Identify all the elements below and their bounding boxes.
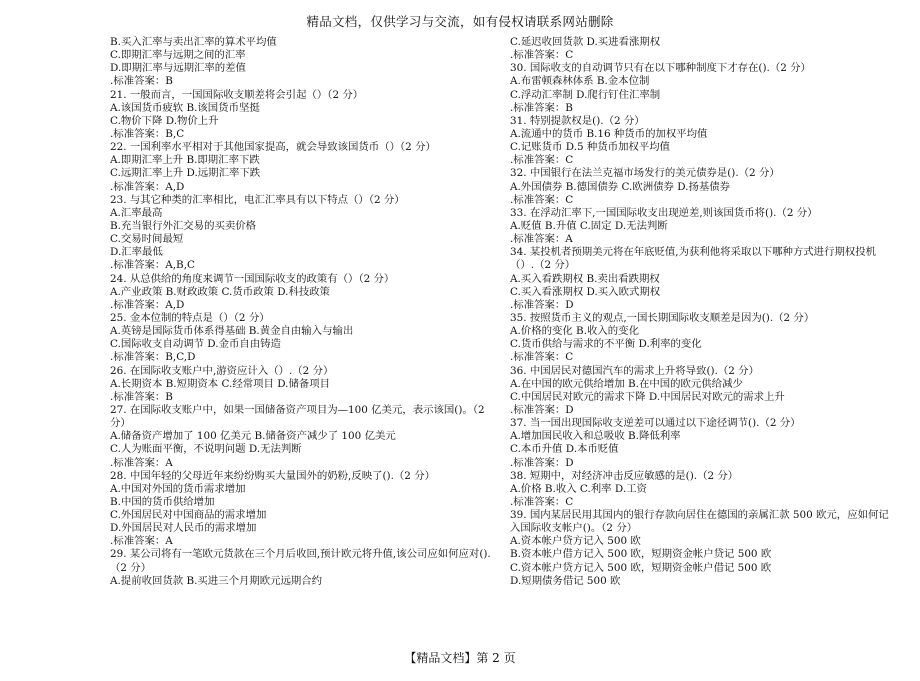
right-line: 36. 中国居民对德国汽车的需求上升将导致().（2 分）	[510, 364, 759, 377]
left-line: C.人为账面平衡，不说明问题 D.无法判断	[110, 443, 302, 456]
right-line: A.资本帐户贷方记入 500 欧	[510, 535, 641, 548]
right-line: .标准答案：B	[510, 101, 573, 114]
right-line: C.资本帐户贷方记入 500 欧，短期资金帐户借记 500 欧	[510, 561, 772, 574]
left-line: A.储备资产增加了 100 亿美元 B.储备资产减少了 100 亿美元	[110, 430, 396, 443]
left-line: B.买入汇率与卖出汇率的算术平均值	[110, 36, 277, 48]
right-line: 33. 在浮动汇率下,一国国际收支出现逆差,则该国货币将().（2 分）	[510, 206, 818, 219]
right-line: A.流通中的货币 B.16 种货币的加权平均值	[510, 127, 708, 140]
right-line: A.增加国民收入和总吸收 B.降低利率	[510, 430, 681, 443]
left-line: C.远期汇率上升 D.远期汇率下跌	[110, 167, 261, 180]
left-line: .标准答案：A,D	[110, 298, 185, 311]
left-line: .标准答案：B,C	[110, 127, 185, 140]
right-line: 34. 某投机者预期美元将在年底贬值,为获利他将采取以下哪种方式进行期权投机	[510, 246, 877, 259]
right-line: A.价格的变化 B.收入的变化	[510, 325, 639, 338]
right-line: .标准答案：D	[510, 403, 574, 416]
right-line: C.延迟收回货款 D.买进看涨期权	[510, 36, 661, 48]
left-line: 27. 在国际收支账户中，如果一国储备资产项目为—100 亿美元，表示该国()。（2	[110, 403, 485, 416]
left-line: D.外国居民对人民币的需求增加	[110, 522, 257, 535]
right-line: .标准答案：D	[510, 298, 574, 311]
right-line: 入国际收支帐户()。（2 分）	[510, 522, 638, 535]
right-line: C.货币供给与需求的不平衡 D.利率的变化	[510, 338, 702, 351]
right-line: .标准答案：C	[510, 193, 574, 206]
right-line: .标准答案：C	[510, 495, 574, 508]
right-line: .标准答案：A	[510, 233, 573, 246]
right-line: A.在中国的欧元供给增加 B.在中国的欧元供给减少	[510, 377, 743, 390]
left-line: A.英镑是国际货币体系得基础 B.黄金自由输入与输出	[110, 325, 354, 338]
right-line: A.贬值 B.升值 C.固定 D.无法判断	[510, 219, 668, 232]
left-line: 29. 某公司将有一笔欧元货款在三个月后收回,预计欧元将升值,该公司应如何应对().	[110, 548, 491, 561]
right-line: 31. 特别提款权是().（2 分）	[510, 114, 645, 127]
left-line: C.即期汇率与远期之间的汇率	[110, 49, 246, 62]
right-line: A.外国债券 B.德国债券 C.欧洲债券 D.扬基债券	[510, 180, 731, 193]
right-line: C.浮动汇率制 D.爬行钉住汇率制	[510, 88, 661, 101]
left-line: 22. 一国利率水平相对于其他国家提高，就会导致该国货币（）（2 分）	[110, 141, 436, 154]
left-line: A.该国货币疲软 B.该国货币坚挺	[110, 101, 260, 114]
left-line: C.物价下降 D.物价上升	[110, 114, 219, 127]
left-line: .标准答案：A	[110, 535, 173, 548]
left-line: A.长期资本 B.短期资本 C.经常项目 D.储备项目	[110, 377, 331, 390]
right-line: .标准答案：D	[510, 456, 574, 469]
left-line: .标准答案：B	[110, 390, 173, 403]
left-line: 21. 一般而言，一国国际收支顺差将会引起（）（2 分）	[110, 88, 364, 101]
right-line: C.中国居民对欧元的需求下降 D.中国居民对欧元的需求上升	[510, 390, 785, 403]
left-line: A.中国对外国的货币需求增加	[110, 482, 246, 495]
right-line: B.资本帐户借方记入 500 欧，短期资金帐户贷记 500 欧	[510, 548, 772, 561]
right-line: .标准答案：C	[510, 351, 574, 364]
left-line: 24. 从总供给的角度来调节一国国际收支的政策有（）（2 分）	[110, 272, 395, 285]
left-line: A.即期汇率上升 B.即期汇率下跌	[110, 154, 260, 167]
right-line: C.记账货币 D.5 种货币加权平均值	[510, 141, 671, 154]
left-line: A.提前收回货款 B.买进三个月期欧元远期合约	[110, 574, 323, 587]
left-column	[110, 36, 505, 588]
right-line: .标准答案：C	[510, 154, 574, 167]
left-line: C.国际收支自动调节 D.金币自由铸造	[110, 338, 281, 351]
right-line: A.买入看跌期权 B.卖出看跌期权	[510, 272, 660, 285]
left-line: .标准答案：B,C,D	[110, 351, 196, 364]
right-line: 37. 当一国出现国际收支逆差可以通过以下途径调节().（2 分）	[510, 417, 801, 430]
page-header: 精品文档，仅供学习与交流，如有侵权请联系网站删除	[306, 14, 614, 29]
left-line: C.交易时间最短	[110, 233, 184, 246]
right-line: .标准答案：C	[510, 49, 574, 62]
right-line: （）.（2 分）	[510, 259, 576, 272]
left-line: A.产业政策 B.财政政策 C.货币政策 D.科技政策	[110, 285, 331, 298]
left-line: 分）	[110, 417, 131, 430]
right-line: D.短期债务借记 500 欧	[510, 574, 621, 587]
left-line: 26. 在国际收支账户中,游资应计入（）.（2 分）	[110, 364, 334, 377]
right-column	[510, 36, 905, 588]
page-footer: 【精品文档】第 2 页	[404, 651, 516, 665]
right-line: C.本币升值 D.本币贬值	[510, 443, 619, 456]
left-line: B.中国的货币供给增加	[110, 495, 215, 508]
right-line: 38. 短期中，对经济冲击反应敏感的是().（2 分）	[510, 469, 739, 482]
left-line: 28. 中国年轻的父母近年来纷纷购买大量国外的奶粉,反映了().（2 分）	[110, 469, 435, 482]
left-line: B.充当银行外汇交易的买卖价格	[110, 219, 257, 232]
right-line: 39. 国内某居民用其国内的银行存款向居住在德国的亲属汇款 500 欧元，应如何记	[510, 509, 889, 522]
left-line: 25. 金本位制的特点是（）（2 分）	[110, 311, 270, 324]
right-line: 30. 国际收支的自动调节只有在以下哪种制度下才存在().（2 分）	[510, 62, 811, 75]
left-line: .标准答案：A	[110, 456, 173, 469]
left-line: 23. 与其它种类的汇率相比，电汇汇率具有以下特点（）（2 分）	[110, 193, 405, 206]
left-line: .标准答案：A,B,C	[110, 259, 195, 272]
left-line: .标准答案：A,D	[110, 180, 185, 193]
left-line: D.即期汇率与远期汇率的差值	[110, 62, 246, 75]
left-line: C.外国居民对中国商品的需求增加	[110, 509, 267, 522]
right-line: C.买入看涨期权 D.买入欧式期权	[510, 285, 661, 298]
left-line: A.汇率最高	[110, 206, 163, 219]
left-line: .标准答案：B	[110, 75, 173, 88]
right-line: 35. 按照货币主义的观点,一国长期国际收支顺差是因为().（2 分）	[510, 311, 815, 324]
left-line: D.汇率最低	[110, 246, 163, 259]
right-line: A.价格 B.收入 C.利率 D.工资	[510, 482, 647, 495]
right-line: 32. 中国银行在法兰克福市场发行的美元债券是().（2 分）	[510, 167, 780, 180]
left-line: （2 分）	[110, 561, 152, 574]
right-line: A.布雷顿森林体系 B.金本位制	[510, 75, 650, 88]
